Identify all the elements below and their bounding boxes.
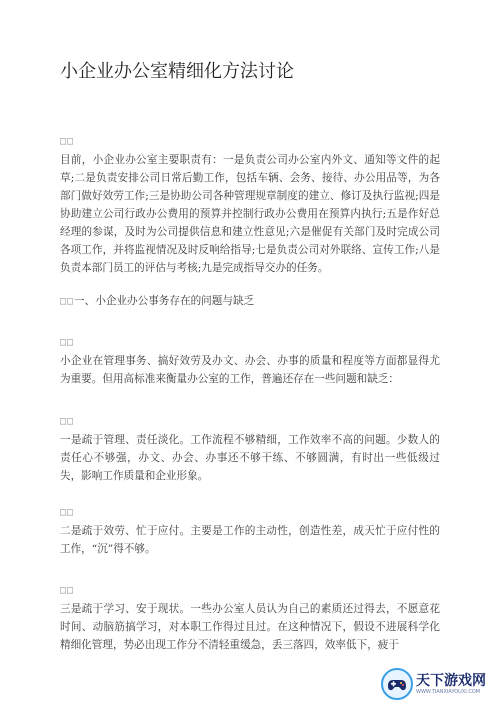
paragraph-marker: □□ [60,416,75,427]
section-heading [60,292,440,311]
heading-marker: □□ [60,296,75,307]
section-heading-block [60,292,440,311]
point2-paragraph: 二是疏于效劳、忙于应付。主要是工作的主动性，创造性差，成天忙于应付性的工作，“沉”得不够。 [60,525,440,555]
section-intro-block [60,334,440,388]
point1-paragraph: 一是疏于管理、责任淡化。工作流程不够精细，工作效率不高的问题。少数人的责任心不够强，办文、办会、办事还不够干练、不够圆满，有时出一些低级过失，影响工作质量和企业形象。 [60,434,440,482]
section-heading-text: 一、小企业办公事务存在的问题与缺乏 [74,295,255,307]
document-title: 小企业办公室精细化方法讨论 [60,61,294,82]
point3-block [60,582,440,654]
section-intro-paragraph: 小企业在管理事务、搞好效劳及办文、办会、办事的质量和程度等方面都显得尤为重要。但用高标准来衡量办公室的工作，普遍还存在一些问题和缺乏： [60,355,440,385]
intro-paragraph: 目前，小企业办公室主要职责有：一是负责公司办公室内外文、通知等文件的起草;二是负责安排公司日常后勤工作，包括车辆、会务、接待、办公用品等，为各部门做好效劳工作;三是协助公司各种管理规章制度的建立、修订及执行监视;四是协助建立公司行政办公费用的预算并控制行政办公费用在预算内执行;五是作好总经理的参谋，及时为公司提供信息和建立性意见;六是催促有关部门及时完成公司各项工作，并将监视情况及时反响给指导;七是负责公司对外联络、宣传工作;八是负责本部门员工的评估与考核;九是完成指导交办的任务。 [60,154,440,274]
watermark-title: 天下游戏网 [416,672,486,689]
point1-block [60,413,440,485]
intro-block [60,133,440,277]
paragraph-marker: □□ [60,585,75,596]
game-controller-icon [380,667,414,701]
paragraph-marker: □□ [60,136,75,147]
paragraph-marker: □□ [60,337,75,348]
watermark-url: WWW.TIANXIAYOUXI.COM [416,688,481,695]
paragraph-marker: □□ [60,507,75,518]
point2-block [60,504,440,558]
point3-paragraph: 三是疏于学习、安于现状。一些办公室人员认为自己的素质还过得去，不愿意花时间、动脑筋搞学习，对本职工作得过且过。在这种情况下，假设不进展科学化精细化管理，势必出现工作分不清轻重缓急，丢三落四，效率低下，疲于 [60,603,440,651]
site-watermark [380,666,490,702]
